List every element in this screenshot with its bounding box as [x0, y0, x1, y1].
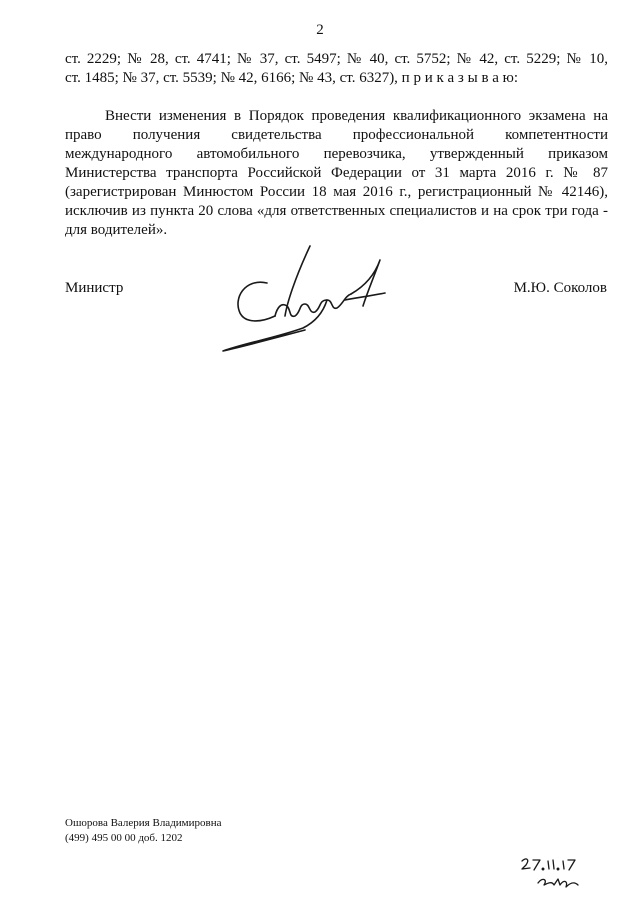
text-line: (зарегистрирован Минюстом России 18 мая 2016 г., регистрационный № 42146), — [65, 184, 608, 200]
text-line: Министерства транспорта Российской Федерации от 31 марта 2016 г. № 87 — [65, 165, 608, 181]
text-line: Внести изменения в Порядок проведения квалификационного экзамена на — [105, 108, 608, 124]
text-line: исключив из пункта 20 слова «для ответственных специалистов и на срок три года - — [65, 203, 608, 219]
minister-title: Министр — [65, 280, 124, 296]
executor-phone: (499) 495 00 00 доб. 1202 — [65, 832, 183, 844]
text-line: для водителей». — [65, 222, 168, 238]
text-line: ст. 1485; № 37, ст. 5539; № 42, 6166; № 43, ст. 6327), п р и к а з ы в а ю: — [65, 70, 519, 86]
text-line: ст. 2229; № 28, ст. 4741; № 37, ст. 5497; № 40, ст. 5752; № 42, ст. 5229; № 10, — [65, 51, 608, 67]
page-number: 2 — [316, 22, 324, 38]
executor-name: Ошорова Валерия Владимировна — [65, 817, 222, 829]
text-line: право получения свидетельства профессиональной компетентности — [65, 127, 608, 143]
text-line: международного автомобильного перевозчика, утвержденный приказом — [65, 146, 608, 162]
handwritten-date-note — [518, 855, 598, 895]
handwritten-signature — [215, 238, 405, 358]
minister-name: М.Ю. Соколов — [513, 280, 607, 296]
